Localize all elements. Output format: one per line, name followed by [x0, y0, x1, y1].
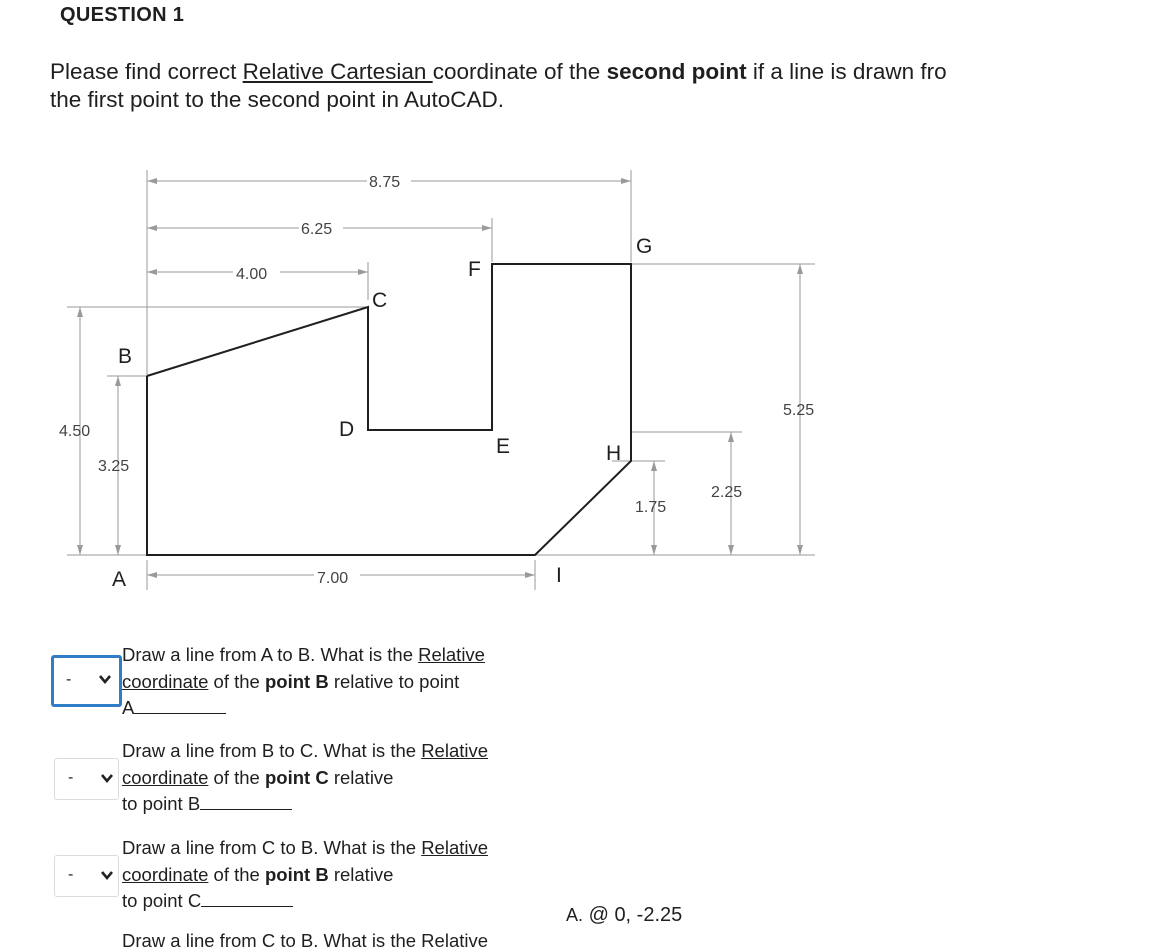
answer-select-2[interactable]: [54, 758, 119, 800]
dim-4-50: 4.50: [59, 423, 91, 440]
dim-1-75: 1.75: [635, 499, 667, 516]
chevron-down-icon: [99, 867, 115, 883]
answer-option-a: [566, 904, 682, 927]
answer-option-label: A.: [566, 905, 584, 925]
select-value: -: [68, 866, 74, 883]
question-item-3: [122, 835, 542, 915]
chevron-down-icon: [99, 770, 115, 786]
next-item-cut-off: Draw a line from C to B. What is the Relative: [122, 930, 489, 951]
item-text: to point B: [122, 793, 201, 814]
item-text: Draw a line from C to B. What is the: [122, 837, 422, 858]
point-label-f: F: [468, 258, 481, 281]
question-item-2: [122, 738, 542, 818]
relative-link[interactable]: Relative: [421, 740, 489, 761]
answer-blank: [200, 795, 292, 810]
point-label-i: I: [556, 564, 562, 587]
point-label-c: C: [372, 289, 388, 312]
prompt-text: coordinate of the: [432, 59, 607, 84]
coordinate-link[interactable]: coordinate: [122, 766, 209, 788]
answer-select-3[interactable]: [54, 855, 119, 897]
dimension-arrows: [77, 178, 803, 578]
point-label-e: E: [496, 435, 511, 458]
item-text: of the: [208, 766, 265, 788]
item-text: relative: [328, 863, 394, 885]
item-text: A: [122, 697, 135, 718]
relative-link[interactable]: Relative: [421, 837, 489, 858]
question-title: QUESTION 1: [60, 4, 185, 26]
item-text: Draw a line from A to B. What is the: [122, 644, 419, 665]
chevron-down-icon: [97, 671, 113, 687]
question-item-1: [122, 642, 542, 722]
item-bold: point B: [264, 863, 329, 885]
answer-blank: [134, 699, 226, 714]
item-text: Draw a line from B to C. What is the: [122, 740, 422, 761]
answer-option-value: @ 0, -2.25: [588, 904, 683, 926]
item-text: of the: [208, 863, 265, 885]
item-bold: point B: [264, 670, 329, 692]
prompt-bold: second point: [606, 59, 747, 84]
question-prompt: [50, 58, 1150, 114]
prompt-line-1: [50, 58, 1150, 86]
item-text: relative: [328, 766, 394, 788]
dim-2-25: 2.25: [711, 484, 743, 501]
dim-7-00: 7.00: [317, 570, 349, 587]
prompt-line-2: the first point to the second point in AutoCAD.: [50, 87, 505, 112]
prompt-text: Please find correct: [50, 59, 243, 84]
dim-4-00: 4.00: [236, 266, 268, 283]
relative-link[interactable]: Relative: [418, 644, 485, 665]
point-label-h: H: [606, 442, 622, 465]
point-label-b: B: [118, 345, 133, 368]
coordinate-link[interactable]: coordinate: [122, 863, 209, 885]
dim-5-25: 5.25: [783, 402, 815, 419]
dim-6-25: 6.25: [301, 221, 333, 238]
item-text: of the: [208, 670, 265, 692]
dim-8-75: 8.75: [369, 174, 401, 191]
item-text: to point C: [122, 890, 202, 911]
point-label-d: D: [339, 418, 355, 441]
prompt-text: if a line is drawn fro: [746, 59, 947, 84]
point-label-g: G: [636, 235, 653, 258]
answer-blank: [201, 892, 293, 907]
point-label-a: A: [112, 568, 127, 591]
answer-select-1[interactable]: [51, 655, 122, 707]
coordinate-link[interactable]: coordinate: [122, 670, 209, 692]
autocad-drawing: [0, 150, 1024, 610]
part-outline: [147, 264, 631, 555]
dim-3-25: 3.25: [98, 458, 130, 475]
item-bold: point C: [264, 766, 329, 788]
select-value: -: [68, 769, 74, 786]
item-text: relative to point: [328, 670, 460, 692]
relative-cartesian-link[interactable]: Relative Cartesian: [242, 59, 433, 84]
select-value: -: [66, 671, 72, 688]
